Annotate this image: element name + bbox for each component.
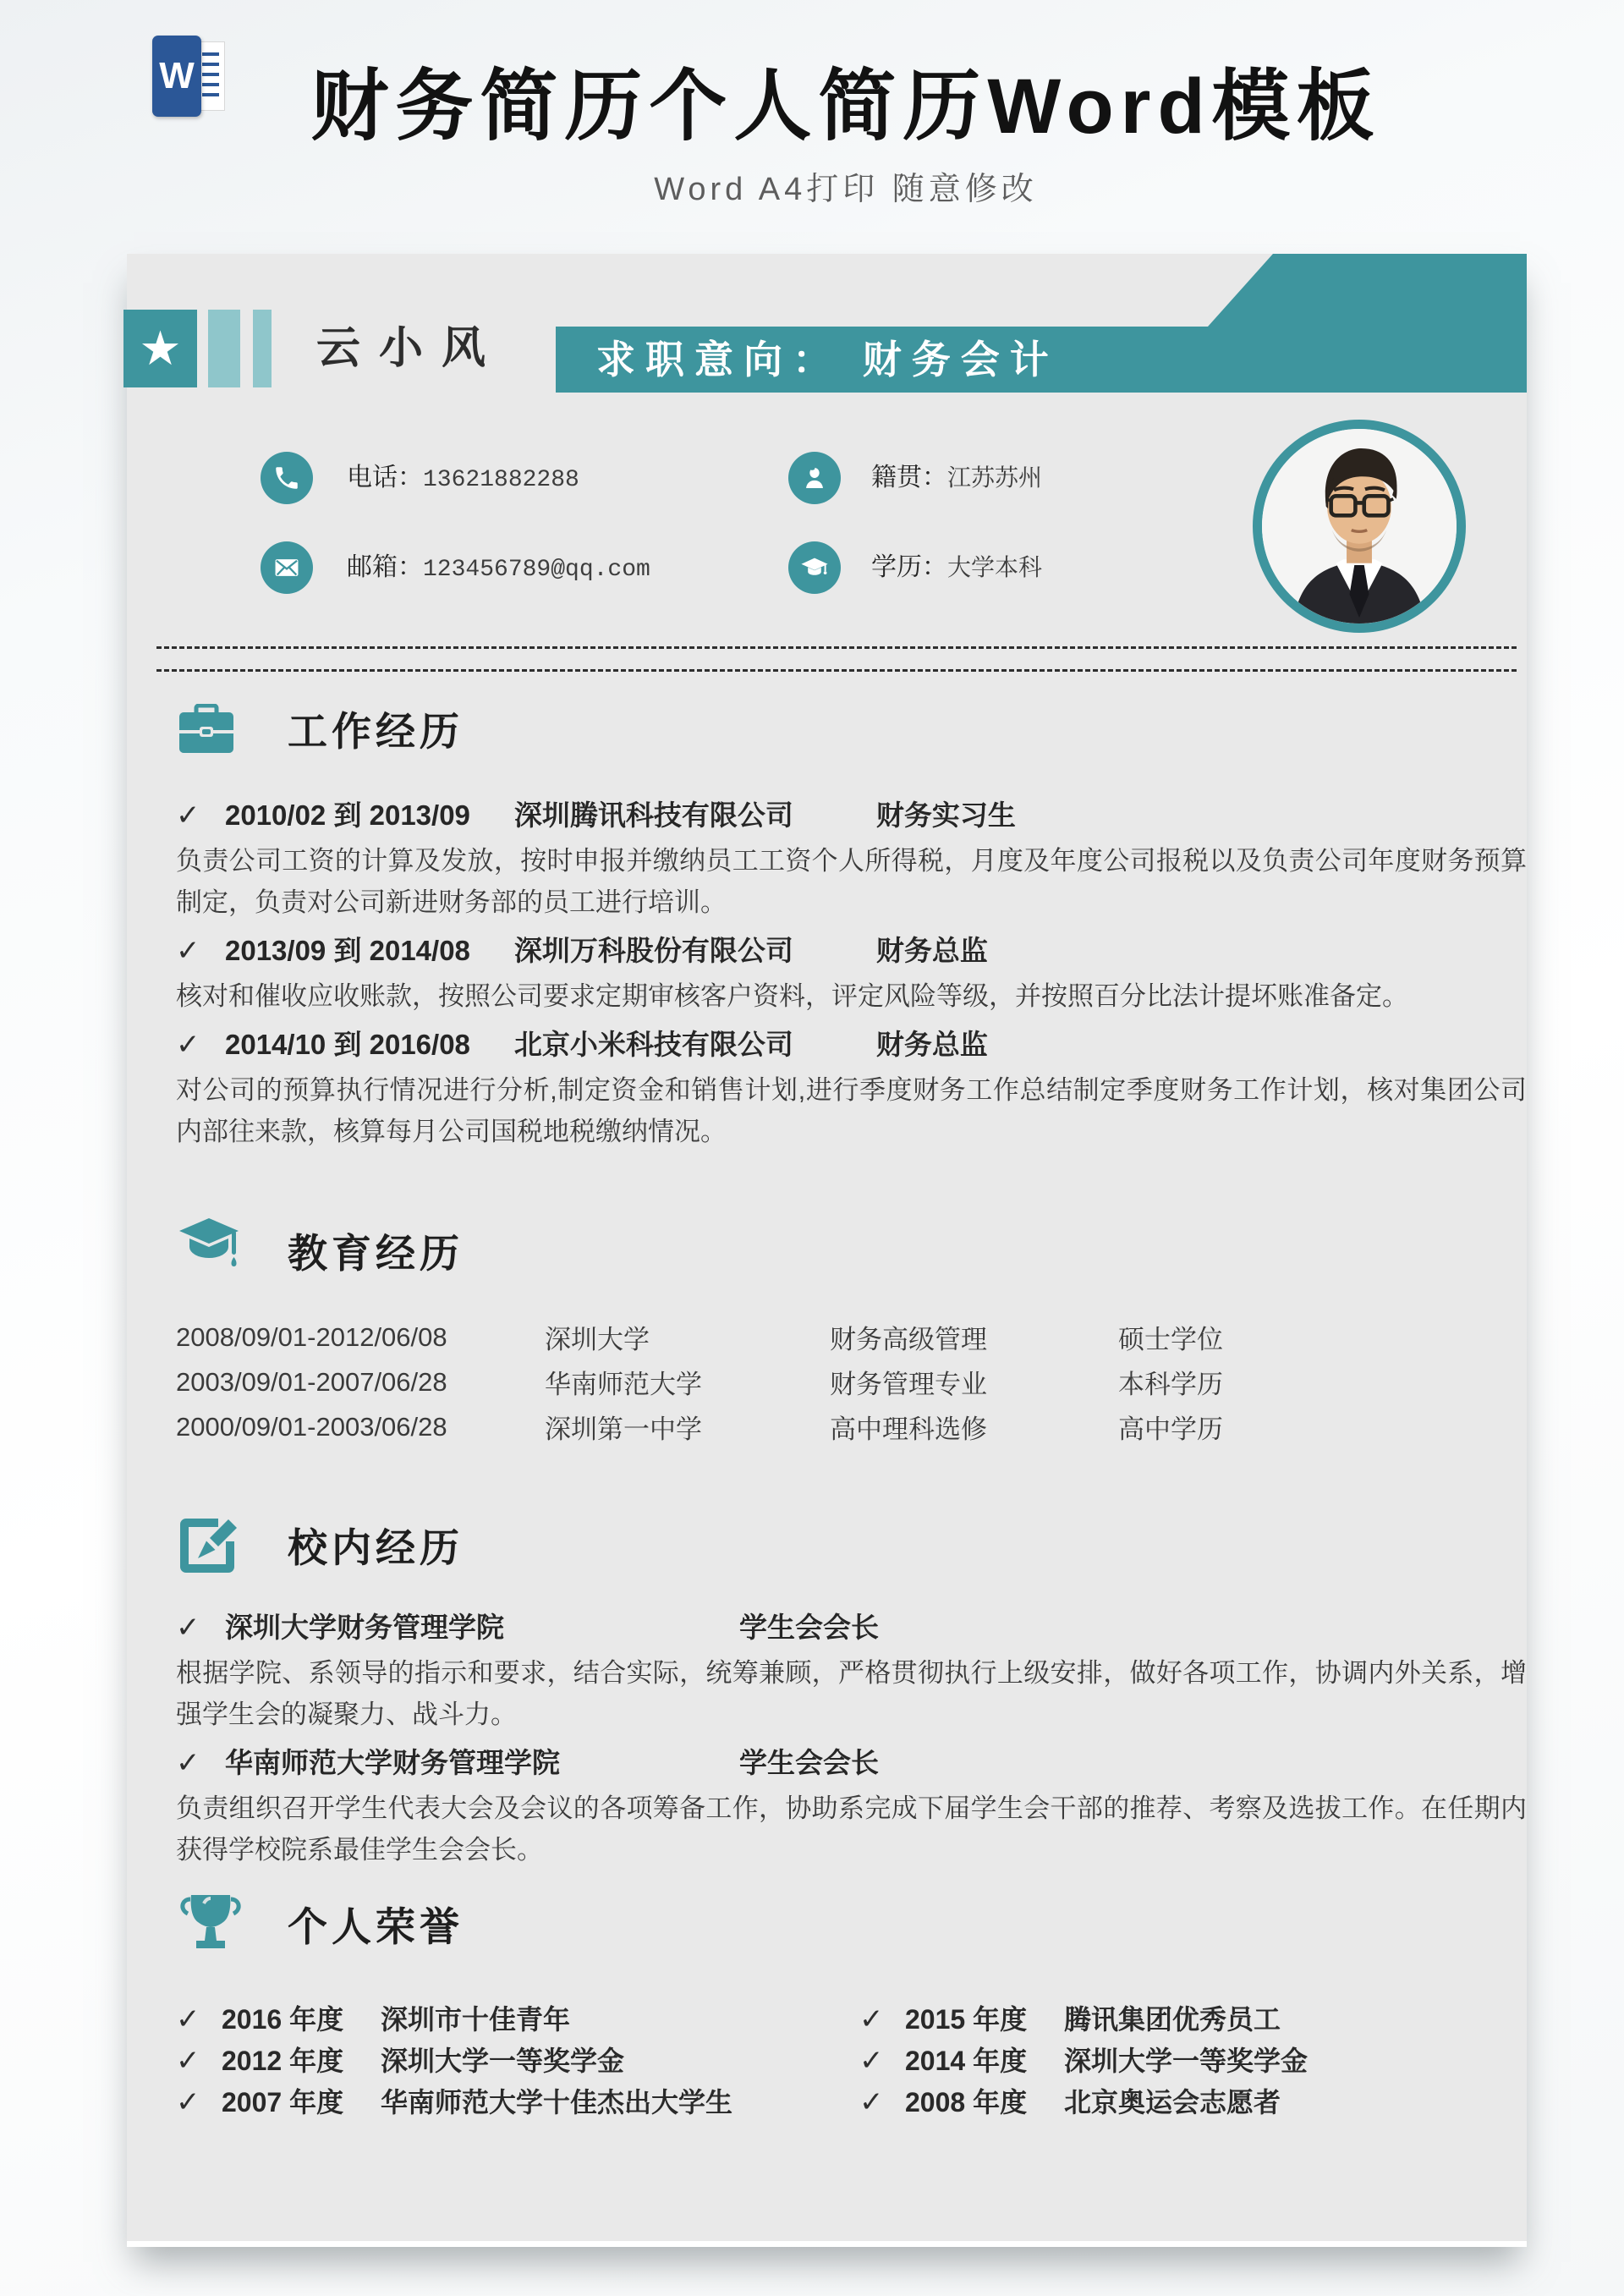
honor-year: 2015 年度 — [905, 2004, 1028, 2035]
campus-role: 学生会会长 — [739, 1747, 879, 1778]
work-item-header — [176, 795, 1527, 836]
accent-bar — [208, 310, 240, 387]
edu-degree: 本科学历 — [1118, 1370, 1223, 1399]
work-section-body — [176, 795, 1527, 1160]
check-icon: ✓ — [176, 799, 200, 832]
profile-photo — [1253, 420, 1466, 633]
campus-item-header — [176, 1607, 1527, 1648]
campus-item-header — [176, 1743, 1527, 1783]
work-description: 对公司的预算执行情况进行分析,制定资金和销售计划,进行季度财务工作总结制定季度财务工作计划，核对集团公司内部往来款，核算每月公司国税地税缴纳情况。 — [176, 1075, 1527, 1146]
campus-section-title: 校内经历 — [288, 1524, 464, 1570]
accent-bar — [253, 310, 272, 387]
honors-section-title: 个人荣誉 — [288, 1903, 464, 1949]
check-icon: ✓ — [859, 2003, 884, 2035]
honors-left-column — [176, 1998, 819, 2123]
work-description: 核对和催收应收账款，按照公司要求定期审核客户资料，评定风险等级，并按照百分比法计提坏账准备定。 — [176, 981, 1408, 1011]
work-period: 2014/10 到 2016/08 — [225, 1029, 470, 1060]
edu-major: 财务高级管理 — [830, 1325, 987, 1354]
honor-award: 北京奥运会志愿者 — [1064, 2087, 1281, 2117]
education-section-header — [178, 1217, 464, 1284]
origin-label: 籍贯： — [871, 464, 947, 492]
work-period: 2010/02 到 2013/09 — [225, 799, 470, 831]
dashed-divider — [156, 669, 1517, 672]
campus-org: 华南师范大学财务管理学院 — [225, 1747, 560, 1778]
degree-label: 学历： — [871, 553, 947, 581]
check-icon: ✓ — [176, 2003, 200, 2035]
work-period: 2013/09 到 2014/08 — [225, 935, 470, 966]
trophy-icon — [178, 1893, 245, 1954]
briefcase-icon — [178, 704, 245, 755]
dashed-divider — [156, 646, 1517, 649]
campus-description: 负责组织召开学生代表大会及会议的各项筹备工作，协助系完成下届学生会干部的推荐、考察及选拔工作。在任期内获得学校院系最佳学生会会长。 — [176, 1793, 1527, 1865]
candidate-name: 云小风 — [316, 324, 505, 373]
honor-year: 2012 年度 — [222, 2046, 344, 2076]
work-company: 深圳万科股份有限公司 — [513, 935, 793, 966]
work-section-title: 工作经历 — [288, 709, 464, 754]
phone-label: 电话： — [347, 464, 423, 492]
honors-right-column — [859, 1998, 1527, 2123]
honor-year: 2008 年度 — [905, 2087, 1028, 2117]
objective-text: 求职意向： 财务会计 — [596, 338, 1059, 382]
education-row — [176, 1315, 1527, 1359]
honor-year: 2014 年度 — [905, 2046, 1028, 2076]
honor-row — [176, 2081, 819, 2123]
education-row — [176, 1359, 1527, 1404]
star-icon: ★ — [139, 321, 182, 375]
email-icon — [261, 541, 313, 594]
work-section-header — [178, 700, 464, 757]
email-row — [347, 541, 650, 594]
check-icon: ✓ — [176, 2086, 200, 2118]
honor-row — [859, 2040, 1527, 2081]
phone-icon — [261, 452, 313, 504]
degree-icon — [788, 541, 841, 594]
phone-value: 13621882288 — [423, 467, 579, 493]
check-icon: ✓ — [176, 935, 200, 967]
check-icon: ✓ — [176, 1029, 200, 1061]
edu-school: 华南师范大学 — [545, 1370, 702, 1399]
honor-year: 2007 年度 — [222, 2087, 344, 2117]
edu-degree: 硕士学位 — [1118, 1325, 1223, 1354]
edu-major: 财务管理专业 — [830, 1370, 987, 1399]
work-company: 深圳腾讯科技有限公司 — [513, 799, 793, 831]
work-company: 北京小米科技有限公司 — [513, 1029, 793, 1060]
work-item-header — [176, 931, 1527, 971]
graduation-cap-icon — [178, 1217, 245, 1284]
page-subtitle: Word A4打印 随意修改 — [654, 172, 1038, 207]
star-badge — [123, 310, 197, 387]
honor-row — [859, 2081, 1527, 2123]
edu-period: 2008/09/01-2012/06/08 — [176, 1321, 447, 1352]
origin-value: 江苏苏州 — [947, 467, 1043, 493]
work-role: 财务总监 — [875, 935, 988, 966]
honor-award: 深圳大学一等奖学金 — [381, 2046, 625, 2076]
edu-degree: 高中学历 — [1118, 1414, 1223, 1444]
word-logo-book — [152, 36, 201, 117]
word-logo-letter: W — [159, 55, 195, 96]
check-icon: ✓ — [176, 2045, 200, 2077]
page-title: 财务简历个人简历Word模板 — [310, 63, 1381, 150]
check-icon: ✓ — [859, 2086, 884, 2118]
email-label: 邮箱： — [347, 553, 423, 581]
honor-row — [176, 2040, 819, 2081]
edu-school: 深圳第一中学 — [545, 1414, 702, 1444]
origin-row — [871, 452, 1042, 504]
honor-year: 2016 年度 — [222, 2004, 344, 2035]
honor-row — [176, 1998, 819, 2040]
degree-value: 大学本科 — [947, 557, 1043, 583]
campus-org: 深圳大学财务管理学院 — [225, 1612, 504, 1643]
campus-section-header — [178, 1513, 464, 1577]
work-item-header — [176, 1024, 1527, 1065]
edu-school: 深圳大学 — [545, 1325, 650, 1354]
honor-award: 深圳大学一等奖学金 — [1064, 2046, 1309, 2076]
honor-award: 华南师范大学十佳杰出大学生 — [381, 2087, 733, 2117]
education-section-title: 教育经历 — [288, 1230, 464, 1276]
resume-page — [127, 254, 1527, 2247]
phone-row — [347, 452, 579, 504]
degree-row — [871, 541, 1042, 594]
edu-major: 高中理科选修 — [830, 1414, 987, 1444]
work-role: 财务总监 — [875, 1029, 988, 1060]
objective-banner — [556, 327, 1527, 393]
check-icon: ✓ — [859, 2045, 884, 2077]
campus-section-body — [176, 1607, 1527, 1878]
honor-row — [859, 1998, 1527, 2040]
work-role: 财务实习生 — [875, 799, 1016, 831]
email-value: 123456789@qq.com — [423, 557, 650, 583]
honor-award: 腾讯集团优秀员工 — [1064, 2004, 1281, 2035]
honors-section-header — [178, 1893, 464, 1954]
word-logo-icon — [152, 36, 225, 117]
check-icon: ✓ — [176, 1747, 200, 1779]
edu-period: 2000/09/01-2003/06/28 — [176, 1411, 447, 1442]
education-section-body — [176, 1315, 1527, 1449]
campus-role: 学生会会长 — [739, 1612, 879, 1643]
work-description: 负责公司工资的计算及发放，按时申报并缴纳员工工资个人所得税，月度及年度公司报税以及负责公司年度财务预算制定，负责对公司新进财务部的员工进行培训。 — [176, 846, 1527, 917]
honor-award: 深圳市十佳青年 — [381, 2004, 571, 2035]
check-icon: ✓ — [176, 1612, 200, 1644]
edit-pencil-icon — [178, 1513, 245, 1577]
honors-section-body — [176, 1998, 1527, 2134]
person-icon — [788, 452, 841, 504]
corner-accent-shape — [1208, 254, 1527, 327]
education-row — [176, 1404, 1527, 1449]
edu-period: 2003/09/01-2007/06/28 — [176, 1366, 447, 1397]
campus-description: 根据学院、系领导的指示和要求，结合实际，统筹兼顾，严格贯彻执行上级安排，做好各项工作，协调内外关系，增强学生会的凝聚力、战斗力。 — [176, 1658, 1527, 1729]
